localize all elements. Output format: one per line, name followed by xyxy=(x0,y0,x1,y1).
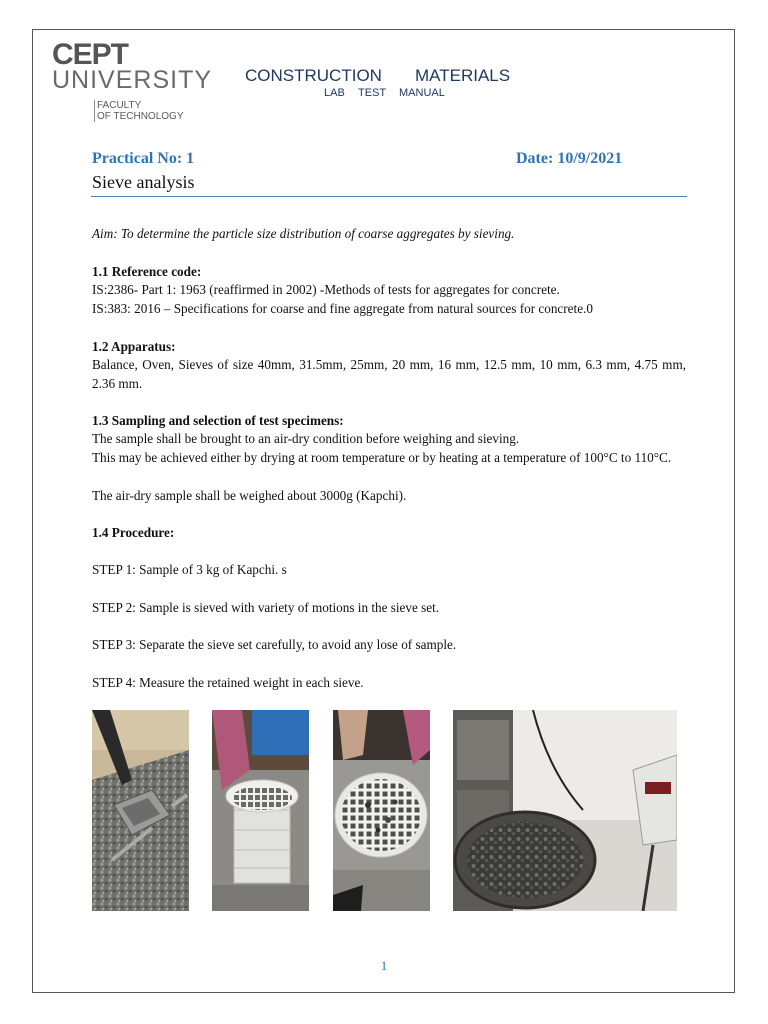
procedure-step-3: STEP 3: Separate the sieve set carefully, to avoid any lose of sample. xyxy=(92,637,457,652)
practical-number: Practical No: 1 xyxy=(92,150,195,167)
logo-university-text: UNIVERSITY xyxy=(52,66,213,94)
page-number: 1 xyxy=(380,958,388,973)
header-title-materials: MATERIALS xyxy=(415,66,511,85)
procedure-step-4: STEP 4: Measure the retained weight in each sieve. xyxy=(92,675,364,690)
aim-text: Aim: To determine the particle size distribution of coarse aggregates by sieving. xyxy=(92,226,515,241)
sampling-line-1: The sample shall be brought to an air-dry condition before weighing and sieving. xyxy=(92,431,520,446)
procedure-step-1: STEP 1: Sample of 3 kg of Kapchi. s xyxy=(92,562,287,577)
header-sub-test: TEST xyxy=(358,87,387,99)
logo-faculty-line2: OF TECHNOLOGY xyxy=(97,111,184,122)
practical-date: Date: 10/9/2021 xyxy=(516,150,623,167)
procedure-step-2: STEP 2: Sample is sieved with variety of motions in the sieve set. xyxy=(92,600,440,615)
sampling-line-3: The air-dry sample shall be weighed about 3000g (Kapchi). xyxy=(92,488,407,503)
title-underline xyxy=(91,196,687,197)
apparatus-heading: 1.2 Apparatus: xyxy=(92,339,176,354)
header-sub-manual: MANUAL xyxy=(399,87,445,99)
logo-divider xyxy=(94,100,95,122)
reference-line-2: IS:383: 2016 – Specifications for coarse and fine aggregate from natural sources for concrete.0 xyxy=(92,301,593,316)
reference-line-1: IS:2386- Part 1: 1963 (reaffirmed in 2002) -Methods of tests for aggregates for concrete. xyxy=(92,282,560,297)
apparatus-text: Balance, Oven, Sieves of size 40mm, 31.5mm, 25mm, 20 mm, 16 mm, 12.5 mm, 10 mm, 6.3 mm, 4.75 mm, 2.36 mm. xyxy=(92,357,686,391)
logo-cept-text: CEPT xyxy=(52,38,129,71)
photo-weighing-balance xyxy=(453,710,677,911)
sampling-line-2: This may be achieved either by drying at room temperature or by heating at a temperature of 100°C to 110°C. xyxy=(92,450,672,465)
reference-heading: 1.1 Reference code: xyxy=(92,264,202,279)
photo-sieve-retained xyxy=(333,710,430,911)
logo-faculty xyxy=(97,100,184,122)
photo-sample-tray xyxy=(92,710,189,911)
procedure-heading: 1.4 Procedure: xyxy=(92,525,175,540)
logo-faculty-line1: FACULTY xyxy=(97,100,142,111)
cept-university-logo xyxy=(52,40,212,130)
header-title-construction: CONSTRUCTION xyxy=(245,66,382,85)
photo-sieve-set xyxy=(212,710,309,911)
header-sub-lab: LAB xyxy=(324,87,345,99)
practical-title: Sieve analysis xyxy=(92,172,195,192)
sampling-heading: 1.3 Sampling and selection of test specimens: xyxy=(92,413,344,428)
